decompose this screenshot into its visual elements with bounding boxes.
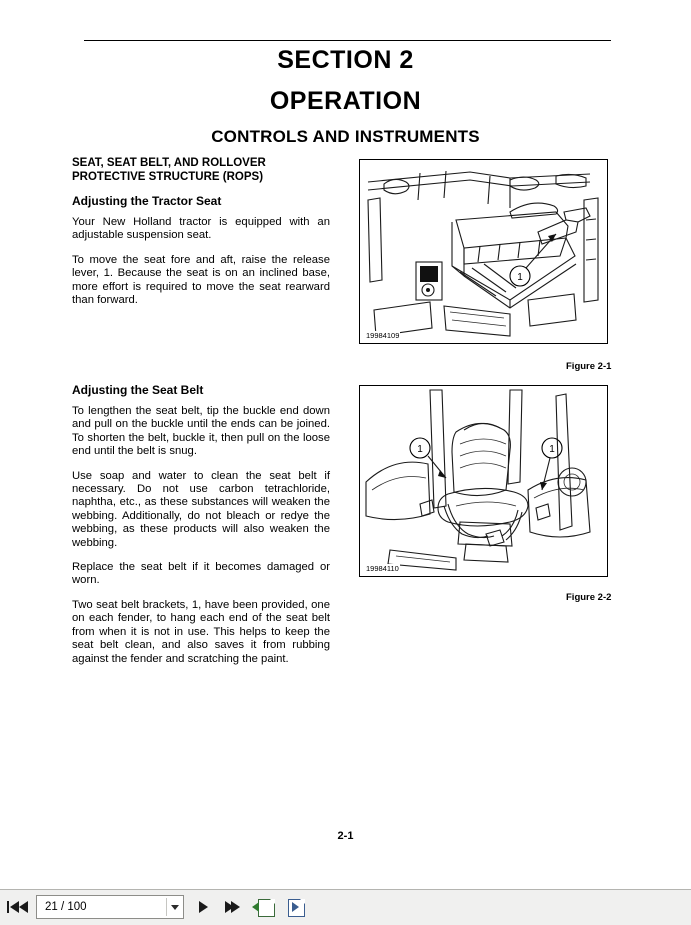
paragraph-2: To move the seat fore and aft, raise the release lever, 1. Because the seat is on an inclined base, more effort is required to move the seat rearward than forward. — [72, 253, 330, 307]
paragraph-5: Replace the seat belt if it becomes damaged or worn. — [72, 561, 330, 587]
page-number-select[interactable] — [36, 895, 184, 919]
figure-1-caption: Figure 2-1 — [566, 361, 612, 372]
figure-2-callout-right: 1 — [549, 444, 555, 455]
chevron-down-icon — [171, 905, 179, 910]
select-divider — [166, 898, 167, 916]
paragraph-1: Your New Holland tractor is equipped with an adjustable suspension seat. — [72, 216, 330, 242]
page-fold — [270, 899, 275, 904]
section-title: SECTION 2 — [277, 46, 414, 74]
previous-page-arrow-icon — [19, 901, 28, 913]
header-rule — [84, 40, 611, 41]
adjusting-tractor-seat-subheading: Adjusting the Tractor Seat — [72, 194, 222, 208]
paragraph-6: Two seat belt brackets, 1, have been provided, one on each fender, to hang each end of the seat belt from when it is not in use. This helps to keep the seat belt clean, and also saves it from rubbing against the fender and scratching the paint. — [72, 598, 330, 665]
next-page-button[interactable] — [192, 896, 214, 918]
paragraph-3: To lengthen the seat belt, tip the buckle end down and pull on the buckle until the ends can be joined. To shorten the belt, buckle it, then pull on the loose end until the belt is snug. — [72, 405, 330, 458]
figure-1-id: 19984109 — [366, 331, 400, 340]
last-page-button[interactable] — [221, 896, 243, 918]
seat-belt-illustration — [360, 386, 605, 574]
figure-1-image — [359, 159, 608, 344]
page-number-value: 21 / 100 — [45, 901, 87, 913]
next-view-button[interactable] — [282, 896, 306, 918]
previous-page-button[interactable] — [12, 896, 34, 918]
left-text-column-top — [72, 156, 330, 318]
paragraph-4: Use soap and water to clean the seat belt if necessary. Do not use carbon tetrachloride, naphtha, etc., as these substances will weaken the webbing. Additionally, do not bleach or redye the webbing, as these products will also weaken the webbing. — [72, 469, 330, 549]
last-page-arrow-icon-2 — [231, 901, 240, 913]
seat-section-heading: SEAT, SEAT BELT, AND ROLLOVER PROTECTIVE STRUCTURE (ROPS) — [72, 157, 266, 183]
figure-2-caption: Figure 2-2 — [566, 592, 612, 603]
viewer-toolbar — [0, 889, 691, 925]
figure-1-callout-1: 1 — [517, 272, 523, 283]
left-text-column-bottom — [72, 383, 330, 677]
figure-2-id: 19984110 — [366, 564, 399, 573]
back-arrow-icon — [252, 902, 259, 912]
page-back-icon — [258, 899, 275, 917]
adjusting-seat-belt-subheading: Adjusting the Seat Belt — [72, 383, 204, 397]
figure-2-image — [359, 385, 608, 577]
first-page-bar-icon — [7, 901, 9, 913]
page-number: 2-1 — [337, 830, 354, 842]
next-page-arrow-icon — [199, 901, 208, 913]
operation-title: OPERATION — [269, 87, 422, 115]
figure-2-callout-left: 1 — [417, 444, 423, 455]
previous-view-button[interactable] — [252, 896, 276, 918]
forward-arrow-icon — [292, 902, 306, 912]
controls-and-instruments-title: CONTROLS AND INSTRUMENTS — [211, 127, 480, 146]
tractor-seat-illustration — [360, 160, 605, 341]
